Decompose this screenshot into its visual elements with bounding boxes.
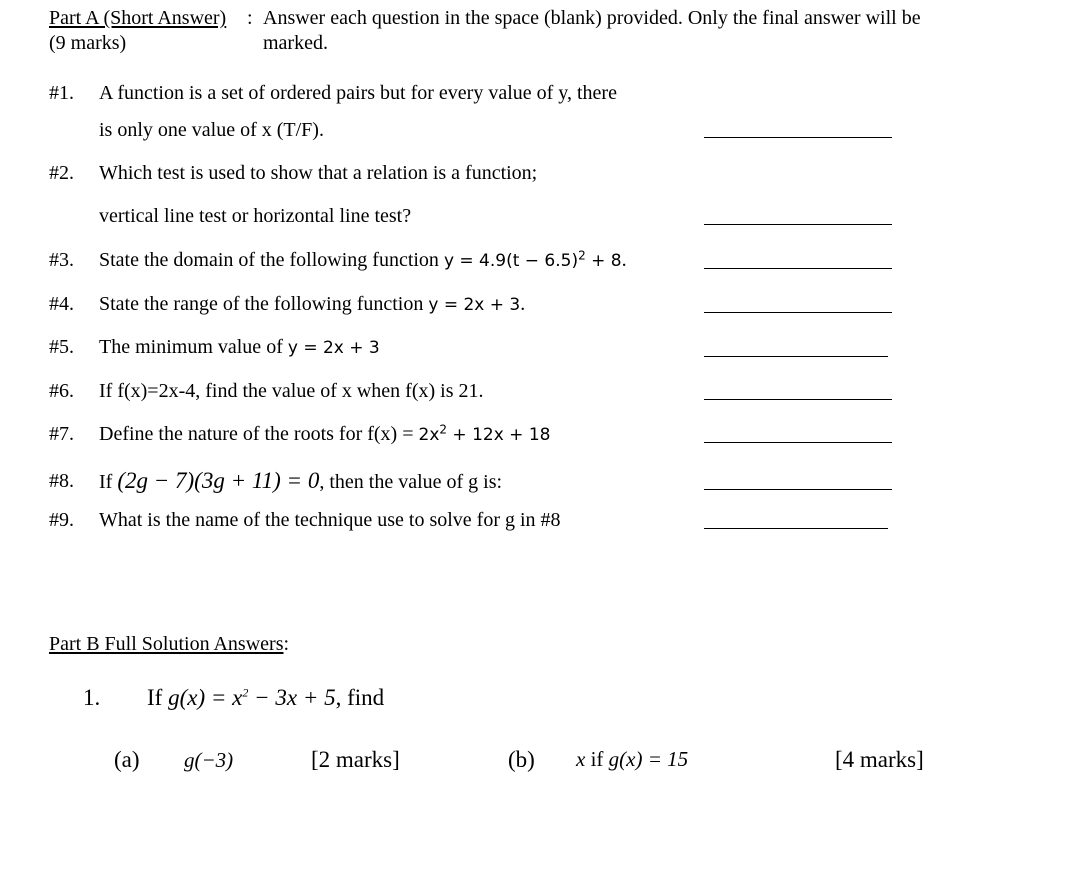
part-a-instructions-line1: Answer each question in the space (blank) provided. Only the final answer will be	[263, 7, 921, 29]
question-text: State the range of the following function	[99, 293, 424, 315]
part-b-heading	[49, 634, 289, 654]
subpart-b-if: if	[590, 747, 604, 771]
question-text: is only one value of x (T/F).	[99, 119, 324, 141]
part-a-heading-colon: :	[247, 7, 253, 29]
equation-expression: (2g − 7)(3g + 11) = 0	[117, 468, 320, 493]
part-a-heading-text: Part A (Short Answer)	[49, 7, 227, 29]
answer-blank[interactable]	[704, 356, 888, 357]
question-5-row	[99, 337, 380, 357]
question-text: The minimum value of	[99, 336, 283, 358]
part-b-heading-text: Part B Full Solution Answers	[49, 633, 284, 655]
subpart-b-condition: g(x) = 15	[608, 747, 689, 771]
part-a-heading	[49, 8, 226, 28]
question-number: #8.	[49, 470, 74, 492]
question-text: If	[99, 471, 113, 493]
subpart-a-marks: [2 marks]	[311, 747, 400, 772]
question-number: #5.	[49, 336, 74, 358]
question-number: #9.	[49, 509, 74, 531]
question-text: If f(x)=2x-4, find the value of x when f(x) is 21.	[99, 380, 484, 402]
part-a-instructions-line2: marked.	[263, 32, 328, 54]
question-8-row	[99, 469, 502, 492]
question-tail: , then the value of g is:	[319, 471, 503, 493]
part-b-question-number: 1.	[83, 685, 101, 710]
part-b-find: , find	[335, 685, 385, 710]
question-tail: .	[621, 249, 627, 271]
question-text: What is the name of the technique use to solve for g in #8	[99, 509, 561, 531]
subpart-b-expression	[576, 749, 688, 770]
answer-blank[interactable]	[704, 528, 888, 529]
question-text: vertical line test or horizontal line test?	[99, 205, 412, 227]
question-text: Define the nature of the roots for f(x) =	[99, 423, 414, 445]
function-expression: $y = 4.9(t - 6.5)^2 + 8$	[443, 248, 622, 271]
answer-blank[interactable]	[704, 399, 892, 400]
question-number: #7.	[49, 423, 74, 445]
question-3-row	[99, 250, 627, 270]
question-text: Which test is used to show that a relation is a function;	[99, 162, 538, 184]
subpart-b-marks: [4 marks]	[835, 747, 924, 772]
function-definition: $g(x) = x^2 - 3x + 5$	[168, 685, 336, 710]
question-number: #4.	[49, 293, 74, 315]
question-text: A function is a set of ordered pairs but for every value of y, there	[99, 82, 617, 104]
answer-blank[interactable]	[704, 137, 892, 138]
answer-blank[interactable]	[704, 268, 892, 269]
subpart-a-label: (a)	[114, 747, 140, 772]
question-number: #6.	[49, 380, 74, 402]
answer-blank[interactable]	[704, 312, 892, 313]
question-number: #2.	[49, 162, 74, 184]
question-number: #3.	[49, 249, 74, 271]
function-expression: $2x^2 + 12x + 18$	[418, 422, 551, 445]
answer-blank[interactable]	[704, 442, 892, 443]
part-b-if: If	[147, 685, 163, 710]
subpart-b-label: (b)	[508, 747, 535, 772]
subpart-a-expression: g(−3)	[184, 748, 234, 772]
question-7-row	[99, 424, 550, 444]
question-4-row	[99, 294, 525, 314]
part-b-heading-colon: :	[283, 633, 290, 655]
part-a-marks: (9 marks)	[49, 32, 127, 54]
answer-blank[interactable]	[704, 224, 892, 225]
function-expression: y = 2x + 3	[428, 295, 521, 315]
question-tail: .	[520, 293, 526, 315]
function-expression: y = 2x + 3	[287, 338, 380, 358]
answer-blank[interactable]	[704, 489, 892, 490]
subpart-b-variable: x	[576, 747, 586, 771]
question-text: State the domain of the following function	[99, 249, 439, 271]
part-b-question-1	[147, 686, 384, 709]
question-number: #1.	[49, 82, 74, 104]
